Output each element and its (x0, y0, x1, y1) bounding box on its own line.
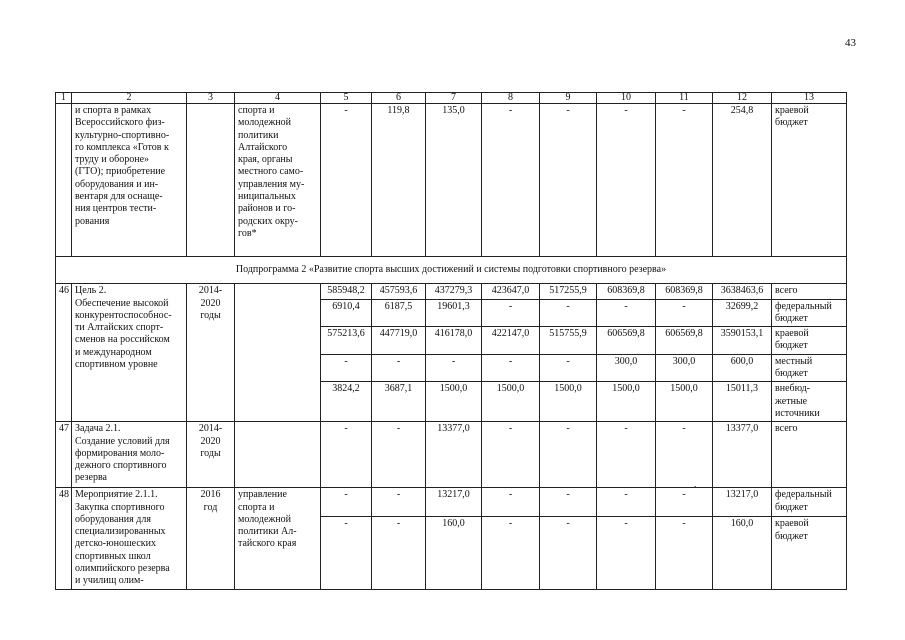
value-cell: 1500,0 (426, 382, 482, 422)
value-cell: - (597, 517, 656, 589)
total-cell: 3638463,6 (713, 284, 772, 299)
value-cell: 575213,6 (321, 327, 372, 355)
funding-source: краевой бюджет (772, 327, 847, 355)
value-cell: 517255,9 (540, 284, 597, 299)
value-cell: - (597, 488, 656, 517)
table-row (56, 422, 847, 488)
executor: управление спорта и молодежной политики Ал- тайского края (235, 488, 321, 589)
value-cell: 422147,0 (482, 327, 540, 355)
subprogram-title: Подпрограмма 2 «Развитие спорта высших достижений и системы подготовки спортивного резерва» (56, 257, 847, 284)
value-cell: - (540, 354, 597, 382)
row-number: 48 (56, 488, 72, 589)
col-header: 4 (235, 93, 321, 104)
value-cell: 13377,0 (426, 422, 482, 488)
col-header: 11 (656, 93, 713, 104)
col-header: 10 (597, 93, 656, 104)
value-cell: - (426, 354, 482, 382)
value-cell: - (482, 488, 540, 517)
total-cell: 160,0 (713, 517, 772, 589)
col-header: 7 (426, 93, 482, 104)
col-header: 2 (72, 93, 187, 104)
period (187, 104, 235, 257)
page-number: 43 (845, 37, 856, 49)
table-row-continued (56, 104, 847, 257)
value-cell: - (540, 517, 597, 589)
value-cell: - (372, 354, 426, 382)
total-cell: 32699,2 (713, 299, 772, 327)
col-header: 13 (772, 93, 847, 104)
funding-source: федеральный бюджет (772, 488, 847, 517)
row-number: 47 (56, 422, 72, 488)
col-header: 5 (321, 93, 372, 104)
value-cell: - (540, 104, 597, 257)
value-cell: - (321, 488, 372, 517)
value-cell: 515755,9 (540, 327, 597, 355)
value-cell: - (372, 488, 426, 517)
value-cell: - (540, 488, 597, 517)
value-cell: 119,8 (372, 104, 426, 257)
total-cell: 3590153,1 (713, 327, 772, 355)
value-cell: 6187,5 (372, 299, 426, 327)
col-header: 1 (56, 93, 72, 104)
col-header: 8 (482, 93, 540, 104)
value-cell: - (482, 299, 540, 327)
value-cell: 437279,3 (426, 284, 482, 299)
total-cell: 13217,0 (713, 488, 772, 517)
value-cell: - (597, 104, 656, 257)
value-cell: - (656, 104, 713, 257)
executor (235, 284, 321, 422)
value-cell: 606569,8 (656, 327, 713, 355)
value-cell: 447719,0 (372, 327, 426, 355)
total-cell: 600,0 (713, 354, 772, 382)
value-cell: - (597, 299, 656, 327)
subprogram-row (56, 257, 847, 284)
value-cell: - (597, 422, 656, 488)
activity-name: Задача 2.1. Создание условий для формирования моло- дежного спортивного резерва (72, 422, 187, 488)
value-cell: - (482, 517, 540, 589)
value-cell: - (321, 422, 372, 488)
table-row (56, 284, 847, 299)
executor: спорта и молодежной политики Алтайского края, органы местного само- управления му- ниципальных районов и го- родских окру- гов* (235, 104, 321, 257)
activity-name: Цель 2. Обеспечение высокой конкурентоспособнос- ти Алтайских спорт- сменов на российском и международном спортивном уровне (72, 284, 187, 422)
value-cell: 160,0 (426, 517, 482, 589)
value-cell: - (482, 354, 540, 382)
value-cell: 1500,0 (540, 382, 597, 422)
value-cell: - (656, 299, 713, 327)
value-cell: - (656, 422, 713, 488)
value-cell: 423647,0 (482, 284, 540, 299)
row-number (56, 104, 72, 257)
value-cell: - (656, 517, 713, 589)
table-row (56, 488, 847, 517)
total-cell: 13377,0 (713, 422, 772, 488)
value-cell: - (372, 422, 426, 488)
value-cell: 3687,1 (372, 382, 426, 422)
budget-table (55, 92, 847, 590)
funding-source: федеральный бюджет (772, 299, 847, 327)
row-number: 46 (56, 284, 72, 422)
total-cell: 15011,3 (713, 382, 772, 422)
value-cell: - (482, 104, 540, 257)
value-cell: 1500,0 (656, 382, 713, 422)
period: 2016 год (187, 488, 235, 589)
value-cell: 608369,8 (656, 284, 713, 299)
value-cell: 300,0 (597, 354, 656, 382)
value-cell: - (372, 517, 426, 589)
value-cell: 1500,0 (597, 382, 656, 422)
funding-source: местный бюджет (772, 354, 847, 382)
value-cell: 13217,0 (426, 488, 482, 517)
value-cell: - (321, 517, 372, 589)
col-header: 6 (372, 93, 426, 104)
period: 2014- 2020 годы (187, 422, 235, 488)
value-cell: 608369,8 (597, 284, 656, 299)
funding-source: всего (772, 422, 847, 488)
value-cell: - (540, 422, 597, 488)
value-cell: 457593,6 (372, 284, 426, 299)
value-cell: 585948,2 (321, 284, 372, 299)
total-cell: 254,8 (713, 104, 772, 257)
funding-source: всего (772, 284, 847, 299)
executor (235, 422, 321, 488)
value-cell: 1500,0 (482, 382, 540, 422)
funding-source: краевой бюджет (772, 517, 847, 589)
value-cell: - (321, 354, 372, 382)
value-cell: - (540, 299, 597, 327)
period: 2014- 2020 годы (187, 284, 235, 422)
value-cell: 3824,2 (321, 382, 372, 422)
value-cell: - (321, 104, 372, 257)
column-number-row (56, 93, 847, 104)
funding-source: краевой бюджет (772, 104, 847, 257)
stray-mark: . (694, 479, 697, 489)
value-cell: - (482, 422, 540, 488)
value-cell: - (656, 488, 713, 517)
value-cell: 135,0 (426, 104, 482, 257)
funding-source: внебюд- жетные источники (772, 382, 847, 422)
value-cell: 300,0 (656, 354, 713, 382)
value-cell: 606569,8 (597, 327, 656, 355)
value-cell: 6910,4 (321, 299, 372, 327)
activity-name: и спорта в рамках Всероссийского физ- культурно-спортивно- го комплекса «Готов к труду и обороне» (ГТО); приобретение оборудования и ин- вентаря для оснаще- ния центров тести- рования (72, 104, 187, 257)
value-cell: 19601,3 (426, 299, 482, 327)
activity-name: Мероприятие 2.1.1. Закупка спортивного оборудования для специализированных детско-юношеских спортивных школ олимпийского резерва и училищ олим- (72, 488, 187, 589)
value-cell: 416178,0 (426, 327, 482, 355)
col-header: 3 (187, 93, 235, 104)
col-header: 12 (713, 93, 772, 104)
col-header: 9 (540, 93, 597, 104)
